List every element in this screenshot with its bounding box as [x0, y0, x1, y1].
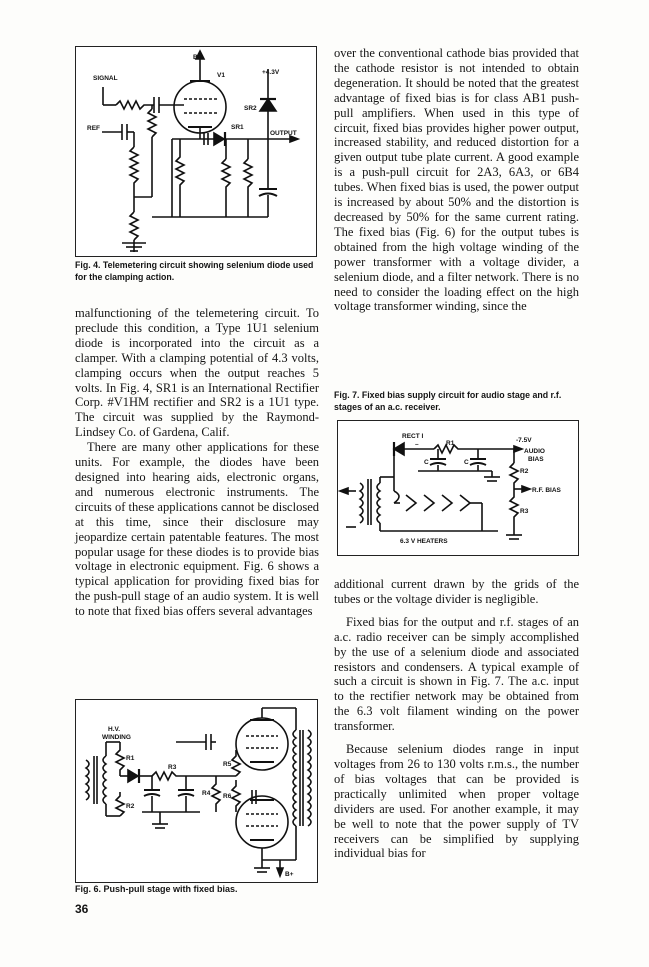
- right-paragraph-1: over the conventional cathode bias provided that the cathode resistor is not intended to obtain degeneration. It should be noted that the greatest advantage of fixed bias is for class AB1 push-pull amplifiers. When used in this type of circuit, fixed bias provides higher power output, increased stability, and reduced distortion for a given output tube plate current. A good example is a push-pull circuit for 2A3, 6A3, or 6B4 tubes. When fixed bias is used, the power output is increased by about 50% and the distortion is decreased by 50% for the same current rating. The fixed bias (Fig. 6) for the output tubes is obtained from the high voltage winding of the power transformer with a voltage divider, a selenium diode, and a filter network. There is no need to consider the loading effect on the high voltage transformer winding, since the: [334, 46, 579, 314]
- b-plus-label: B+: [193, 54, 202, 61]
- bias-label: BIAS: [528, 456, 544, 463]
- figure-6-caption: Fig. 6. Push-pull stage with fixed bias.: [75, 884, 238, 894]
- figure-4-schematic: [75, 46, 317, 257]
- output-label: OUTPUT: [270, 130, 297, 137]
- right-column-bottom-text: [334, 577, 579, 861]
- rect1-label: RECT I: [402, 433, 424, 440]
- fig6-r6-label: R6: [223, 793, 232, 800]
- left-paragraph-1: malfunctioning of the telemetering circuit. To preclude this condition, a Type 1U1 selenium diode is incorporated into the circuit as a clamper. With a clamping potential of 4.3 volts, clamping occurs when the output reaches 5 volts. In Fig. 4, SR1 is an International Rectifier Corp. #V1HM rectifier and SR2 is a 1U1 type. The circuit was supplied by the Raymond-Lindsey Co. of Gardena, Calif.: [75, 306, 319, 440]
- fig6-r2-label: R2: [126, 803, 135, 810]
- rf-bias-label: R.F. BIAS: [532, 487, 561, 494]
- fig7-r1-label: R1: [446, 440, 455, 447]
- figure-7-caption: Fig. 7. Fixed bias supply circuit for audio stage and r.f. stages of an a.c. receiver.: [334, 390, 562, 412]
- sr1-label: SR1: [231, 124, 244, 131]
- right-paragraph-4: Because selenium diodes range in input voltages from 26 to 130 volts r.m.s., the number of bias voltages that can be provided is practically unlimited when proper voltage dividers are used. For another example, it may be well to note that the power supply of TV receivers can be simplified by supplying individual bias for: [334, 742, 579, 861]
- voltage-4-3-label: +4.3V: [262, 69, 280, 76]
- fig7-r2-label: R2: [520, 468, 529, 475]
- figure-6-schematic: [75, 699, 318, 883]
- v1-label: V1: [217, 72, 225, 79]
- hv-label: H.V.: [108, 726, 121, 733]
- winding-label: WINDING: [102, 734, 131, 741]
- fig6-r5-label: R5: [223, 761, 232, 768]
- left-paragraph-2: There are many other applications for these units. For example, the diodes have been designed into hearing aids, electronic organs, and numerous electronic instruments. The circuits of these applications cannot be disclosed at this time, since their disclosure may jeopardize certain patentable features. The most popular usage for these diodes is to provide bias voltage in electronic equipment. Fig. 6 shows a typical application for providing fixed bias for the push-pull stage of an audio system. It is well to note that fixed bias offers several advantages: [75, 440, 319, 619]
- figure-7-schematic: [337, 420, 579, 556]
- right-column-top-text: [334, 46, 579, 314]
- left-column-text: [75, 306, 319, 619]
- audio-label: AUDIO: [524, 448, 545, 455]
- ref-label: REF: [87, 125, 100, 132]
- fig6-r3-label: R3: [168, 764, 177, 771]
- fig6-r1-label: R1: [126, 755, 135, 762]
- minus-label: –: [415, 441, 419, 448]
- capacitor-1-label: C: [424, 459, 429, 466]
- minus-7-5v-label: -7.5V: [516, 437, 532, 444]
- right-paragraph-3: Fixed bias for the output and r.f. stages of an a.c. radio receiver can be simply accomplished by the use of a selenium diode and associated resistors and condensers. A typical example of such a circuit is shown in Fig. 7. The a.c. input to the rectifier network may be obtained from the 6.3 volt filament winding on the power transformer.: [334, 614, 579, 734]
- heaters-label: 6.3 V HEATERS: [400, 538, 448, 545]
- signal-label: SIGNAL: [93, 75, 118, 82]
- fig6-r4-label: R4: [202, 790, 211, 797]
- page-number: 36: [75, 902, 89, 916]
- sr2-label: SR2: [244, 105, 257, 112]
- capacitor-2-label: C: [464, 459, 469, 466]
- right-paragraph-2: additional current drawn by the grids of the tubes or the voltage divider is negligible.: [334, 577, 579, 606]
- fig7-r3-label: R3: [520, 508, 529, 515]
- figure-4-caption: Fig. 4. Telemetering circuit showing selenium diode used for the clamping action.: [75, 260, 314, 282]
- fig6-b-plus-label: B+: [285, 871, 294, 878]
